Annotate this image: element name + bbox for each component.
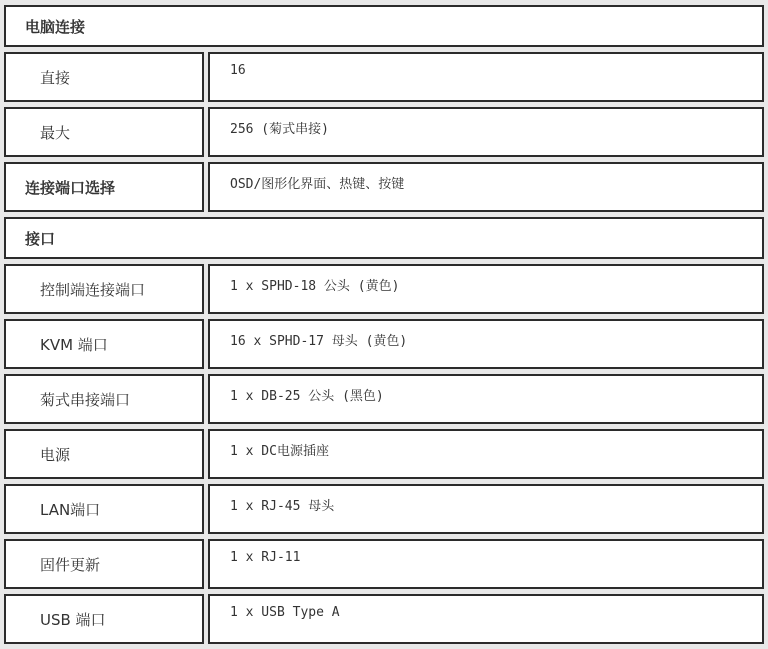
spec-label-port-selection: 连接端口选择 [4, 162, 204, 212]
table-row [4, 539, 764, 589]
spec-value-daisy-chain-port: 1 x DB-25 公头 (黑色) [208, 374, 764, 424]
spec-label-power: 电源 [4, 429, 204, 479]
table-row [4, 52, 764, 102]
spec-label-usb-port: USB 端口 [4, 594, 204, 644]
table-row [4, 374, 764, 424]
spec-label-kvm-ports: KVM 端口 [4, 319, 204, 369]
spec-label-maximum: 最大 [4, 107, 204, 157]
spec-value-power: 1 x DC电源插座 [208, 429, 764, 479]
spec-label-console-ports: 控制端连接端口 [4, 264, 204, 314]
table-row [4, 107, 764, 157]
spec-value-usb-port: 1 x USB Type A [208, 594, 764, 644]
spec-label-lan-port: LAN端口 [4, 484, 204, 534]
table-row [4, 429, 764, 479]
spec-value-kvm-ports: 16 x SPHD-17 母头 (黄色) [208, 319, 764, 369]
spec-value-console-ports: 1 x SPHD-18 公头 (黄色) [208, 264, 764, 314]
spec-value-maximum: 256 (菊式串接) [208, 107, 764, 157]
section-header-connectors: 接口 [4, 217, 764, 259]
section-row [4, 217, 764, 259]
spec-label-direct: 直接 [4, 52, 204, 102]
spec-value-firmware-upgrade: 1 x RJ-11 [208, 539, 764, 589]
table-row [4, 319, 764, 369]
table-row [4, 162, 764, 212]
spec-value-port-selection: OSD/图形化界面、热键、按键 [208, 162, 764, 212]
section-row [4, 5, 764, 47]
spec-label-daisy-chain-port: 菊式串接端口 [4, 374, 204, 424]
table-row [4, 264, 764, 314]
table-row [4, 484, 764, 534]
section-header-computer-connections: 电脑连接 [4, 5, 764, 47]
spec-value-direct: 16 [208, 52, 764, 102]
spec-label-firmware-upgrade: 固件更新 [4, 539, 204, 589]
spec-value-lan-port: 1 x RJ-45 母头 [208, 484, 764, 534]
table-row [4, 594, 764, 644]
